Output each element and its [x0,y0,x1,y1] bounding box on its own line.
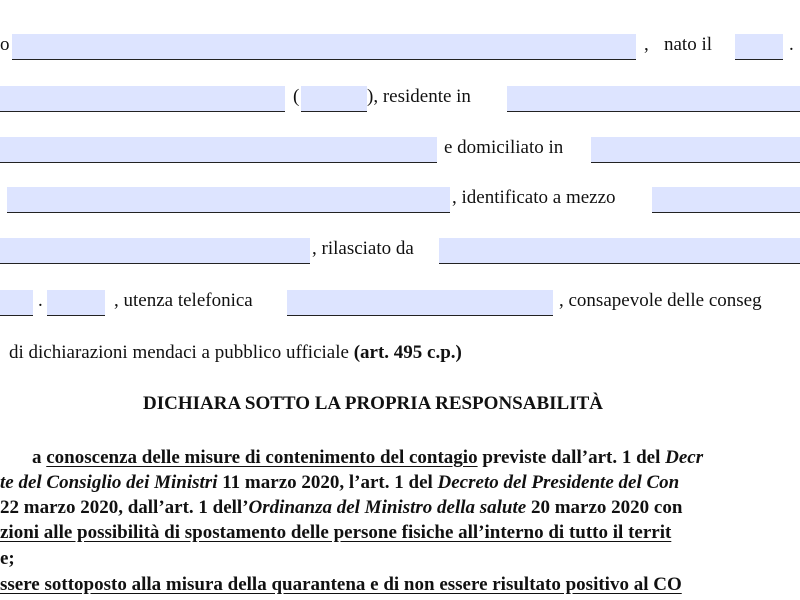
issue-date-day-field[interactable] [0,290,33,316]
body-line-2 [0,472,679,494]
body-line-1-b: conoscenza delle misure di contenimento del contagio [46,447,478,468]
birthplace-field[interactable] [0,86,285,112]
body-line-4: zioni alle possibilità di spostamento delle persone fisiche all’interno di tutto il territ [0,522,672,543]
body-line-1 [32,447,703,469]
domicile-address-field[interactable] [7,187,450,213]
birth-day-field[interactable] [735,34,783,60]
paren-open: ( [293,86,300,107]
birth-province-field[interactable] [301,86,367,112]
issue-date-month-field[interactable] [47,290,105,316]
born-on-label: nato il [664,34,713,55]
residence-address-field[interactable] [0,137,437,163]
phone-label: , utenza telefonica [114,290,253,311]
body-line-2-b: 11 marzo 2020, l’art. 1 del [222,472,433,493]
issued-by-label: , rilasciato da [312,238,414,259]
false-statements-text: di dichiarazioni mendaci a pubblico ufficiale [9,342,349,363]
body-line-3-b: Ordinanza del Ministro della salute [248,497,527,518]
id-document-field[interactable] [652,187,800,213]
body-line-3-c: 20 marzo 2020 con [530,497,683,518]
full-name-field[interactable] [12,34,636,60]
identified-by-label: , identificato a mezzo [452,187,616,208]
false-statements-line [9,342,462,364]
body-line-1-d: Decr [665,447,704,468]
row1-lead-text: o [0,34,10,55]
id-number-field[interactable] [0,238,310,264]
row1-dot: . [789,34,794,55]
phone-field[interactable] [287,290,553,316]
issuer-field[interactable] [439,238,800,264]
body-line-1-a: a [32,447,42,468]
row1-separator: , [644,34,649,55]
body-line-3-a: 22 marzo 2020, dall’art. 1 dell’ [0,497,249,518]
domiciled-in-label: e domiciliato in [444,137,564,158]
domicile-field[interactable] [591,137,800,163]
resident-in-label: ), residente in [367,86,471,107]
residence-field[interactable] [507,86,800,112]
body-line-2-c: Decreto del Presidente del Con [437,472,680,493]
body-line-2-a: te del Consiglio dei Ministri [0,472,218,493]
body-line-1-c: previste dall’art. 1 del [482,447,661,468]
body-line-3 [0,497,682,519]
declaration-heading: DICHIARA SOTTO LA PROPRIA RESPONSABILITÀ [143,393,603,414]
body-line-6: ssere sottoposto alla misura della quarantena e di non essere risultato positivo al CO [0,574,682,595]
row6-dot: . [38,290,43,311]
article-reference: (art. 495 c.p.) [353,342,462,363]
body-line-5: e; [0,548,15,569]
aware-label: , consapevole delle conseg [559,290,762,311]
